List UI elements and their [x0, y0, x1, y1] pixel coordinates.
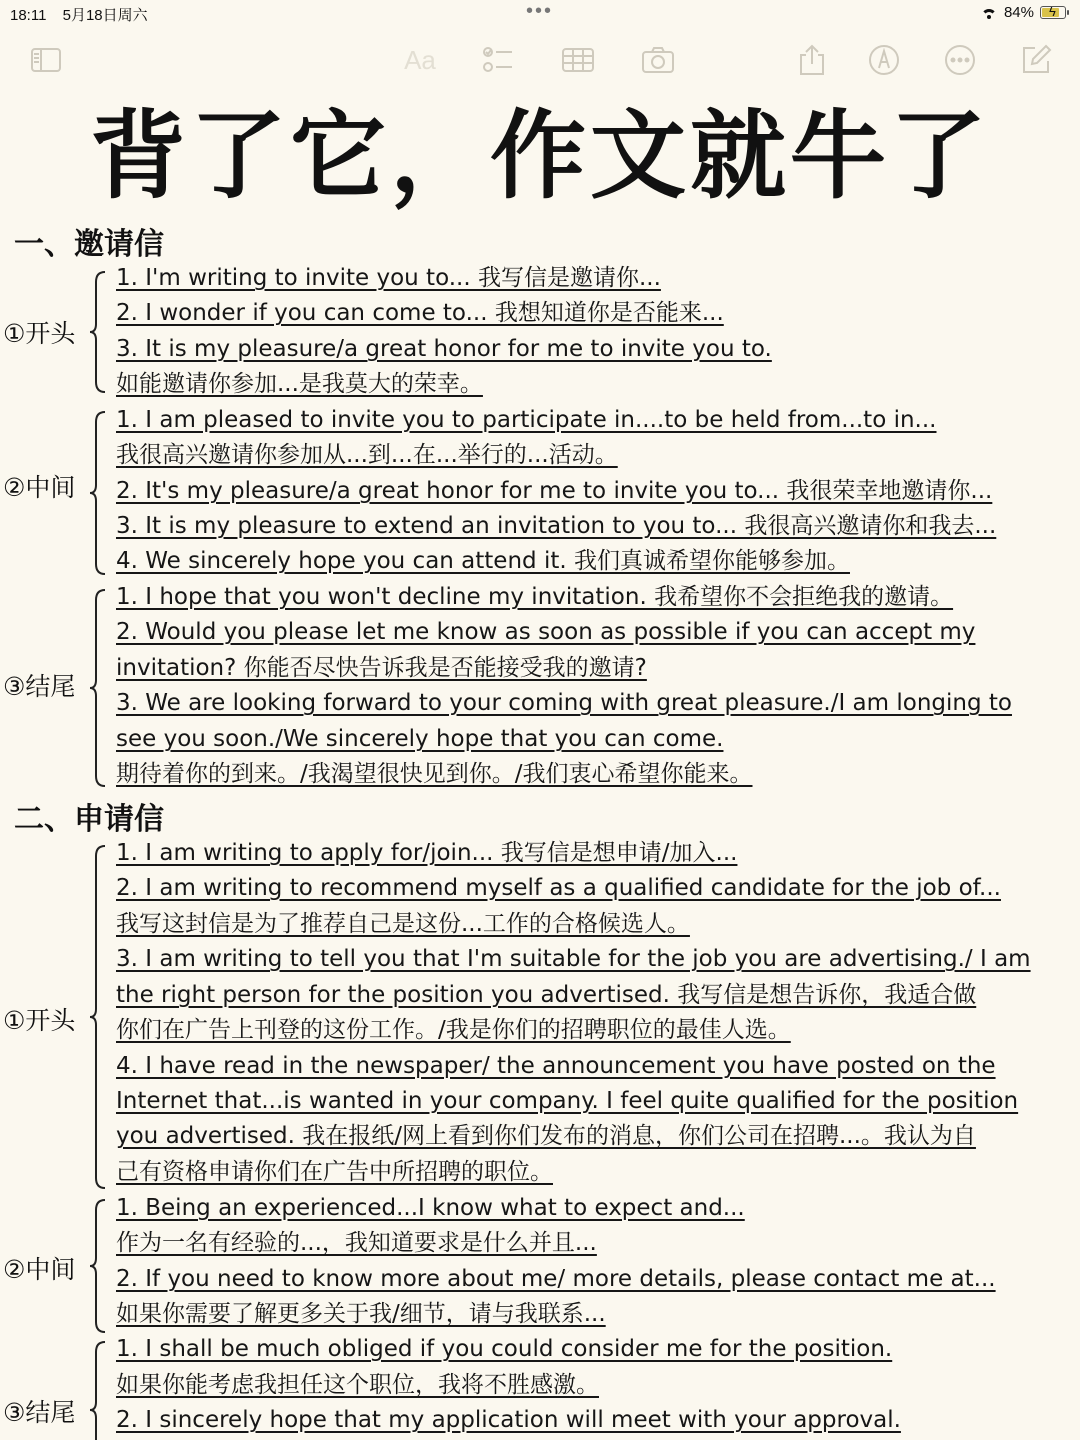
text-line: you advertised. 我在报纸/网上看到你们发布的消息，你们公司在招聘...。我认为自 — [116, 1123, 976, 1149]
group-label-closing: ③结尾 — [3, 1398, 76, 1427]
battery-icon: ϟ — [1040, 6, 1066, 19]
text-line: 3. It is my pleasure to extend an invitation to you to... 我很高兴邀请你和我去... — [116, 513, 997, 539]
brace — [88, 844, 108, 1190]
group-label-middle: ②中间 — [3, 1255, 76, 1284]
status-right — [980, 4, 1066, 21]
text-line: 你们在广告上刊登的这份工作。/我是你们的招聘职位的最佳人选。 — [116, 1017, 791, 1043]
table-icon[interactable] — [560, 42, 596, 78]
text-line: 1. I am writing to apply for/join... 我写信是想申请/加入... — [116, 840, 738, 866]
sidebar-toggle-icon[interactable] — [28, 42, 64, 78]
status-date: 5月18日周六 — [62, 7, 148, 24]
text-format-icon[interactable]: Aa — [404, 44, 436, 75]
text-line: 3. I am writing to tell you that I'm suitable for the job you are advertising./ I am — [116, 946, 1031, 972]
text-line: 我写这封信是为了推荐自己是这份...工作的合格候选人。 — [116, 911, 690, 937]
note-title: 背了它，作文就牛了 — [90, 100, 990, 212]
text-line: 2. If you need to know more about me/ more details, please contact me at... — [116, 1266, 996, 1292]
multitasking-dots[interactable]: ••• — [526, 0, 554, 22]
text-line: 我很高兴邀请你参加从...到...在...举行的...活动。 — [116, 442, 618, 468]
notes-toolbar — [0, 42, 1080, 82]
more-icon[interactable] — [942, 42, 978, 78]
group-label-opening: ①开头 — [3, 319, 76, 348]
checklist-icon[interactable] — [480, 42, 516, 78]
text-line: 2. I sincerely hope that my application will meet with your approval. — [116, 1407, 901, 1433]
text-line: 2. It's my pleasure/a great honor for me to invite you to... 我很荣幸地邀请你... — [116, 478, 993, 504]
brace — [88, 1198, 108, 1334]
text-line: 如能邀请你参加...是我莫大的荣幸。 — [116, 371, 483, 397]
text-line: 1. I am pleased to invite you to participate in....to be held from...to in... — [116, 407, 937, 433]
status-time: 18:11 — [10, 7, 47, 24]
section-heading-invitation: 一、邀请信 — [14, 227, 164, 262]
text-line: 1. I hope that you won't decline my invitation. 我希望你不会拒绝我的邀请。 — [116, 584, 954, 610]
text-line: 2. I wonder if you can come to... 我想知道你是否能来... — [116, 300, 724, 326]
text-line: 作为一名有经验的...，我知道要求是什么并且... — [116, 1230, 597, 1256]
text-line: 1. I'm writing to invite you to... 我写信是邀请你... — [116, 265, 661, 291]
text-line: 2. Would you please let me know as soon as possible if you can accept my — [116, 619, 976, 645]
text-line: 4. We sincerely hope you can attend it. 我们真诚希望你能够参加。 — [116, 548, 850, 574]
brace — [88, 588, 108, 788]
group-label-opening: ①开头 — [3, 1006, 76, 1035]
camera-icon[interactable] — [640, 42, 676, 78]
battery-percent: 84% — [1003, 4, 1034, 21]
brace — [88, 1340, 108, 1440]
text-line: 4. I have read in the newspaper/ the announcement you have posted on the — [116, 1053, 996, 1079]
status-left — [10, 4, 148, 25]
text-line: Internet that...is wanted in your company. I feel quite qualified for the position — [116, 1088, 1019, 1114]
text-line: see you soon./We sincerely hope that you can come. — [116, 726, 724, 752]
brace — [88, 270, 108, 394]
compose-icon[interactable] — [1018, 42, 1054, 78]
text-line: 2. I am writing to recommend myself as a qualified candidate for the job of... — [116, 875, 1001, 901]
text-line: 如果你能考虑我担任这个职位，我将不胜感激。 — [116, 1372, 599, 1398]
text-line: 如果你需要了解更多关于我/细节，请与我联系... — [116, 1301, 606, 1327]
brace — [88, 410, 108, 576]
text-line: invitation? 你能否尽快告诉我是否能接受我的邀请? — [116, 655, 647, 681]
text-line: 己有资格申请你们在广告中所招聘的职位。 — [116, 1159, 553, 1185]
text-line: 3. It is my pleasure/a great honor for me to invite you to. — [116, 336, 772, 362]
text-line: the right person for the position you advertised. 我写信是想告诉你，我适合做 — [116, 982, 977, 1008]
share-icon[interactable] — [794, 42, 830, 78]
text-line: 期待着你的到来。/我渴望很快见到你。/我们衷心希望你能来。 — [116, 761, 753, 787]
status-bar — [0, 0, 1080, 28]
text-line: 1. Being an experienced...I know what to expect and... — [116, 1195, 745, 1221]
group-label-closing: ③结尾 — [3, 672, 76, 701]
text-line: 1. I shall be much obliged if you could consider me for the position. — [116, 1336, 893, 1362]
section-heading-application: 二、申请信 — [14, 802, 164, 837]
group-label-middle: ②中间 — [3, 473, 76, 502]
markup-pen-icon[interactable] — [866, 42, 902, 78]
text-line: 3. We are looking forward to your coming with great pleasure./I am longing to — [116, 690, 1012, 716]
wifi-icon — [980, 7, 998, 19]
